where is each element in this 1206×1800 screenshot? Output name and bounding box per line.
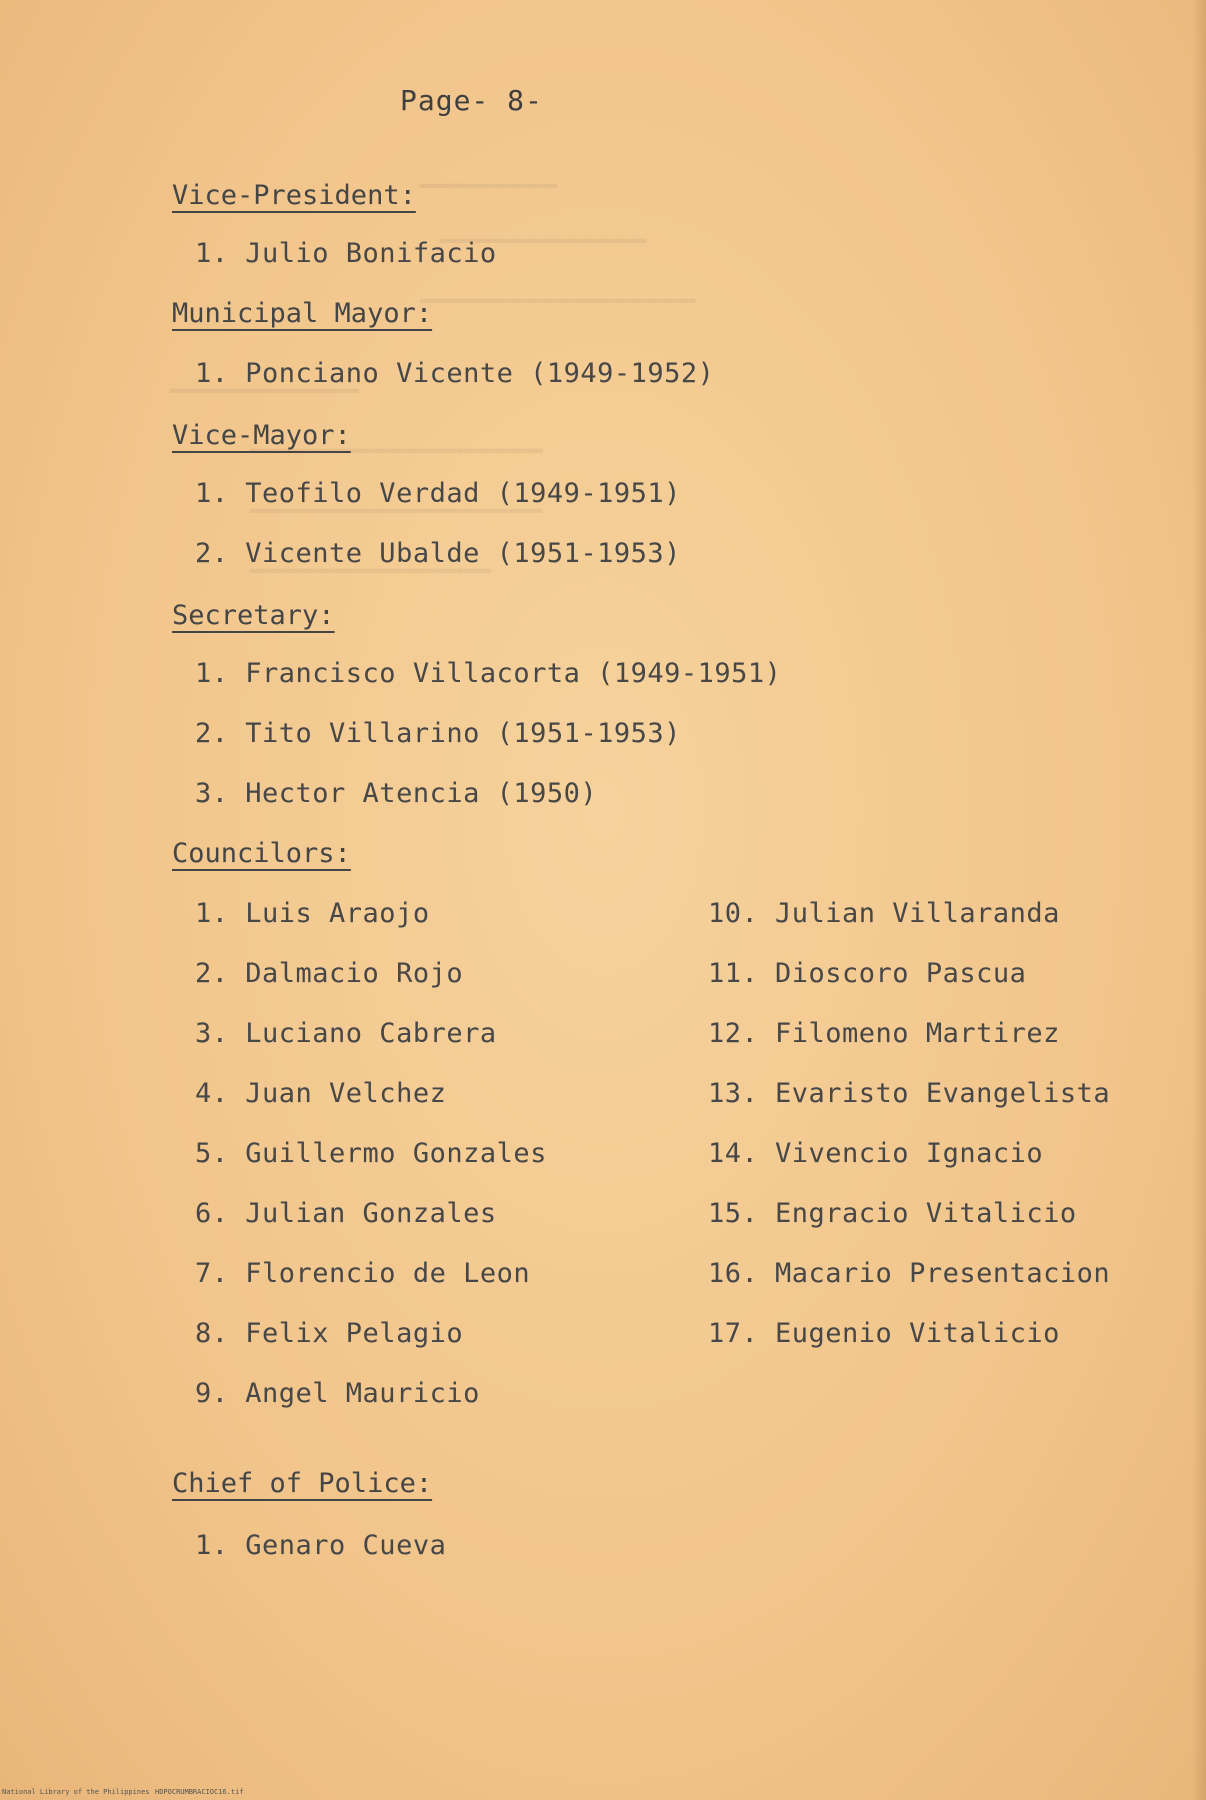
page-number: Page- 8- [400, 84, 543, 117]
councilor-item: 17. Eugenio Vitalicio [708, 1318, 1060, 1349]
councilor-item: 15. Engracio Vitalicio [708, 1198, 1077, 1229]
list-item: 2. Vicente Ubalde (1951-1953) [195, 538, 681, 569]
list-item: 3. Hector Atencia (1950) [195, 778, 598, 809]
bleed-through-mark: ▔▔▔▔▔▔▔▔▔▔▔▔▔▔▔▔▔ [250, 510, 544, 541]
councilor-item: 9. Angel Mauricio [195, 1378, 480, 1409]
councilor-item: 13. Evaristo Evangelista [708, 1078, 1111, 1109]
list-item: 1. Genaro Cueva [195, 1530, 447, 1561]
heading-municipal-mayor: Municipal Mayor: [172, 298, 433, 329]
page-edge-shadow [1192, 0, 1206, 1800]
bleed-through-mark: ▔▔▔▔▔▔▔▔▔▔▔▔ [440, 240, 648, 271]
heading-vice-mayor: Vice-Mayor: [172, 420, 351, 451]
bleed-through-mark: ▔▔▔▔▔▔▔▔ [420, 185, 559, 216]
heading-secretary: Secretary: [172, 600, 335, 631]
councilor-item: 10. Julian Villaranda [708, 898, 1060, 929]
heading-councilors: Councilors: [172, 838, 351, 869]
councilor-item: 2. Dalmacio Rojo [195, 958, 464, 989]
councilor-item: 6. Julian Gonzales [195, 1198, 497, 1229]
list-item: 1. Teofilo Verdad (1949-1951) [195, 478, 681, 509]
councilor-item: 8. Felix Pelagio [195, 1318, 464, 1349]
councilor-item: 5. Guillermo Gonzales [195, 1138, 547, 1169]
bleed-through-mark: ▔▔▔▔▔▔▔▔▔▔▔▔▔▔▔▔ [420, 300, 697, 331]
heading-chief-of-police: Chief of Police: [172, 1468, 433, 1499]
list-item: 2. Tito Villarino (1951-1953) [195, 718, 681, 749]
councilor-item: 12. Filomeno Martirez [708, 1018, 1060, 1049]
councilor-item: 4. Juan Velchez [195, 1078, 447, 1109]
scan-file-label: HDPOCRUMBRACIOC16.tif [155, 1788, 244, 1796]
councilor-item: 11. Dioscoro Pascua [708, 958, 1027, 989]
councilor-item: 3. Luciano Cabrera [195, 1018, 497, 1049]
councilor-item: 7. Florencio de Leon [195, 1258, 531, 1289]
bleed-through-mark: ▔▔▔▔▔▔▔▔▔▔▔▔▔▔▔▔▔ [250, 450, 544, 481]
councilor-item: 14. Vivencio Ignacio [708, 1138, 1044, 1169]
bleed-through-mark: ▔▔▔▔▔▔▔▔▔▔▔▔▔▔ [250, 570, 492, 601]
heading-vice-president: Vice-President: [172, 180, 416, 211]
bleed-through-mark: ▔▔▔▔▔▔▔▔▔▔▔ [170, 390, 360, 421]
councilor-item: 16. Macario Presentacion [708, 1258, 1111, 1289]
scan-source-label: National Library of the Philippines [2, 1788, 150, 1796]
list-item: 1. Ponciano Vicente (1949-1952) [195, 358, 715, 389]
list-item: 1. Francisco Villacorta (1949-1951) [195, 658, 782, 689]
list-item: 1. Julio Bonifacio [195, 238, 497, 269]
councilor-item: 1. Luis Araojo [195, 898, 430, 929]
